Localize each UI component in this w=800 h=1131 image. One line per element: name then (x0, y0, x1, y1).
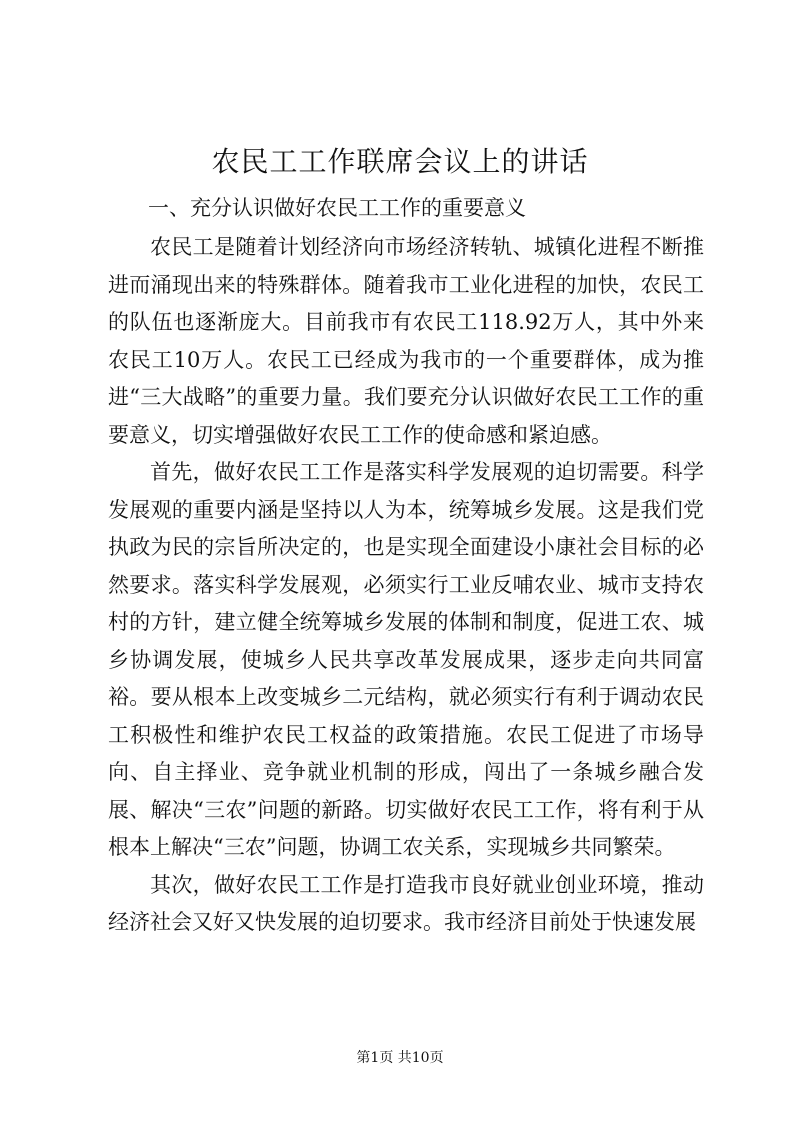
page-number-footer: 第1页 共10页 (356, 1050, 444, 1066)
document-title: 农民工工作联席会议上的讲话 (211, 145, 589, 178)
paragraph: 首先，做好农民工工作是落实科学发展观的迫切需要。科学发展观的重要内涵是坚持以人为本，统筹城乡发展。这是我们党执政为民的宗旨所决定的，也是实现全面建设小康社会目标的必然要求。落实科学发展观，必须实行工业反哺农业、城市支持农村的方针，建立健全统筹城乡发展的体制和制度，促进工农、城乡协调发展，使城乡人民共享改革发展成果，逐步走向共同富裕。要从根本上改变城乡二元结构，就必须实行有利于调动农民工积极性和维护农民工权益的政策措施。农民工促进了市场导向、自主择业、竞争就业机制的形成，闯出了一条城乡融合发展、解决“三农”问题的新路。切实做好农民工工作，将有利于从根本上解决“三农”问题，协调工农关系，实现城乡共同繁荣。 (108, 460, 704, 859)
paragraph: 农民工是随着计划经济向市场经济转轨、城镇化进程不断推进而涌现出来的特殊群体。随着我市工业化进程的加快，农民工的队伍也逐渐庞大。目前我市有农民工118.92万人，其中外来农民工10万人。农民工已经成为我市的一个重要群体，成为推进“三大战略”的重要力量。我们要充分认识做好农民工工作的重要意义，切实增强做好农民工工作的使命感和紧迫感。 (108, 235, 704, 447)
paragraph: 其次，做好农民工工作是打造我市良好就业创业环境，推动经济社会又好又快发展的迫切要求。我市经济目前处于快速发展 (108, 872, 704, 934)
section-heading: 一、充分认识做好农民工工作的重要意义 (148, 196, 526, 220)
document-body (108, 229, 704, 942)
